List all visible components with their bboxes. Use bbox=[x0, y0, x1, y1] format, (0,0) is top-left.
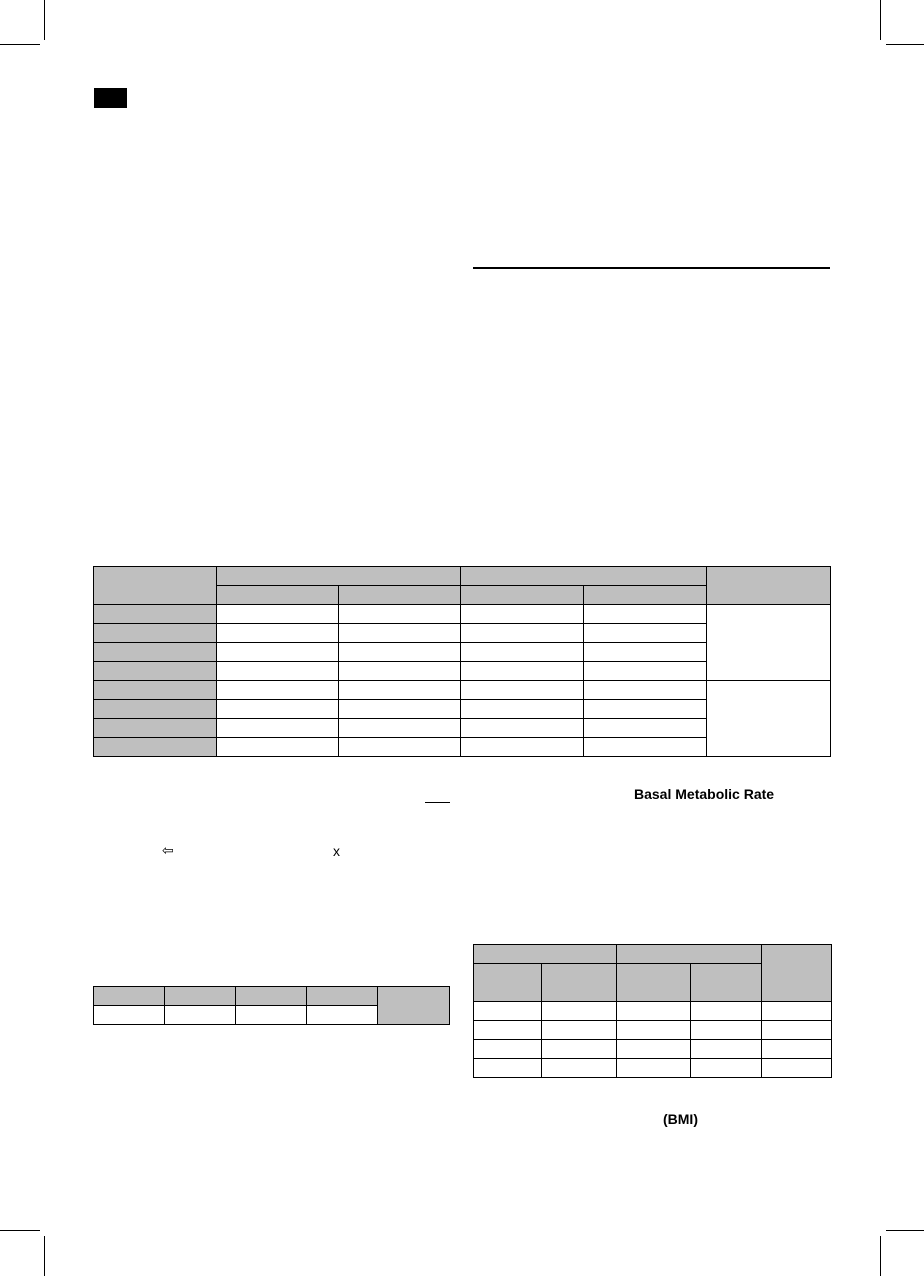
header-cell bbox=[217, 586, 339, 605]
header-cell bbox=[617, 945, 762, 964]
header-cell bbox=[542, 964, 617, 1002]
crop-mark bbox=[886, 1230, 924, 1231]
table-row bbox=[94, 681, 831, 700]
table-row bbox=[474, 1040, 832, 1059]
header-cell bbox=[461, 586, 584, 605]
header-cell bbox=[217, 567, 461, 586]
small-table bbox=[93, 986, 450, 1025]
bmi-label: (BMI) bbox=[663, 1111, 698, 1127]
group-cell bbox=[707, 681, 831, 757]
crop-mark bbox=[880, 0, 881, 40]
crop-mark bbox=[44, 0, 45, 40]
bmr-heading: Basal Metabolic Rate bbox=[634, 786, 775, 802]
header-cell bbox=[94, 567, 217, 605]
table-header-row bbox=[474, 945, 832, 964]
multiply-symbol: x bbox=[333, 843, 340, 859]
header-cell bbox=[474, 964, 542, 1002]
overbar-mark bbox=[425, 802, 450, 803]
header-cell bbox=[165, 987, 236, 1006]
header-cell bbox=[617, 964, 691, 1002]
header-cell bbox=[339, 586, 461, 605]
table-header-row bbox=[94, 987, 450, 1006]
section-rule bbox=[473, 267, 830, 269]
header-cell bbox=[691, 964, 762, 1002]
table-row bbox=[94, 605, 831, 624]
right-table bbox=[473, 944, 832, 1078]
crop-mark bbox=[886, 44, 924, 45]
header-cell bbox=[707, 567, 831, 605]
header-cell bbox=[307, 987, 378, 1006]
crop-mark bbox=[880, 1236, 881, 1276]
crop-mark bbox=[0, 1230, 40, 1231]
group-cell bbox=[707, 605, 831, 681]
body-fat-table bbox=[93, 566, 831, 757]
header-cell bbox=[236, 987, 307, 1006]
crop-mark bbox=[0, 44, 40, 45]
header-cell bbox=[762, 945, 832, 1002]
header-cell bbox=[378, 987, 450, 1025]
crop-mark bbox=[44, 1236, 45, 1276]
table-row bbox=[474, 1021, 832, 1040]
language-tab bbox=[94, 88, 127, 108]
header-cell bbox=[474, 945, 617, 964]
header-cell bbox=[94, 987, 165, 1006]
table-header-row bbox=[94, 567, 831, 586]
header-cell bbox=[461, 567, 707, 586]
header-cell bbox=[584, 586, 707, 605]
table-row bbox=[474, 1002, 832, 1021]
arrow-icon: ⇦ bbox=[162, 842, 174, 858]
table-row bbox=[474, 1059, 832, 1078]
